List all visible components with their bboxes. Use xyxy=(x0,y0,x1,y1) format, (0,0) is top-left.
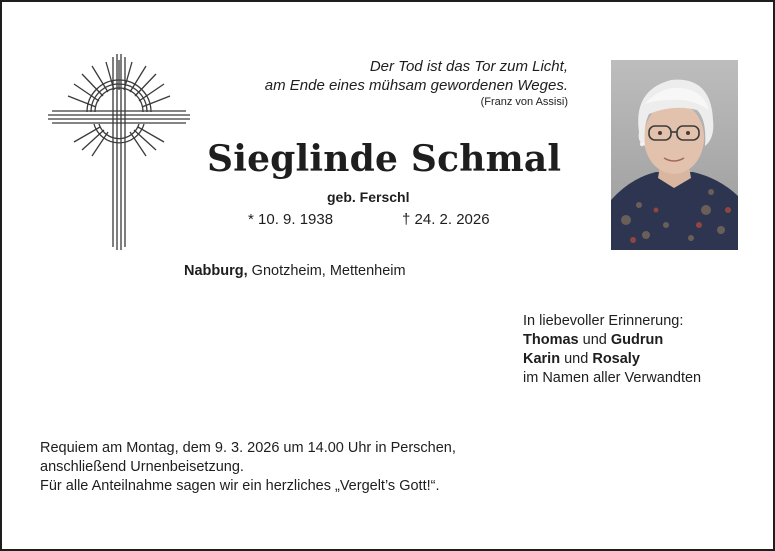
quote-block xyxy=(265,57,568,110)
place-primary: Nabburg, xyxy=(184,263,248,279)
death-date: † 24. 2. 2026 xyxy=(402,211,490,228)
birth-name: geb. Ferschl xyxy=(327,189,410,205)
mourner-name: Rosaly xyxy=(592,351,640,367)
mourner-conjunction: und xyxy=(582,332,607,348)
quote-line-2: am Ende eines mühsam gewordenen Weges. xyxy=(264,77,568,94)
place-others: Gnotzheim, Mettenheim xyxy=(251,263,406,279)
mourners-closing: im Namen aller Verwandten xyxy=(523,370,702,386)
mourner-conjunction: und xyxy=(564,351,589,367)
service-notes xyxy=(40,439,456,496)
notes-line-3: Für alle Anteilnahme sagen wir ein herzliches „Vergelt’s Gott!“. xyxy=(40,478,440,494)
mourner-name: Thomas xyxy=(523,332,579,348)
places-line xyxy=(184,263,406,279)
mourners-intro: In liebevoller Erinnerung: xyxy=(523,313,684,329)
deceased-name: Sieglinde Schmal xyxy=(207,138,562,180)
mourners-row xyxy=(523,331,701,350)
portrait-image xyxy=(611,60,738,250)
mourner-name: Karin xyxy=(523,351,561,367)
quote-source: (Franz von Assisi) xyxy=(480,96,568,108)
mourners-row xyxy=(523,350,701,369)
quote-line-1: Der Tod ist das Tor zum Licht, xyxy=(369,58,568,75)
portrait-photo xyxy=(611,60,738,250)
notes-line-1: Requiem am Montag, dem 9. 3. 2026 um 14.00 Uhr in Perschen, xyxy=(40,440,456,456)
notes-line-2: anschließend Urnenbeisetzung. xyxy=(40,459,244,475)
mourners-block xyxy=(523,312,701,388)
birth-date: * 10. 9. 1938 xyxy=(248,211,334,228)
cross-with-rays-icon xyxy=(44,52,194,252)
mourner-name: Gudrun xyxy=(610,332,664,348)
